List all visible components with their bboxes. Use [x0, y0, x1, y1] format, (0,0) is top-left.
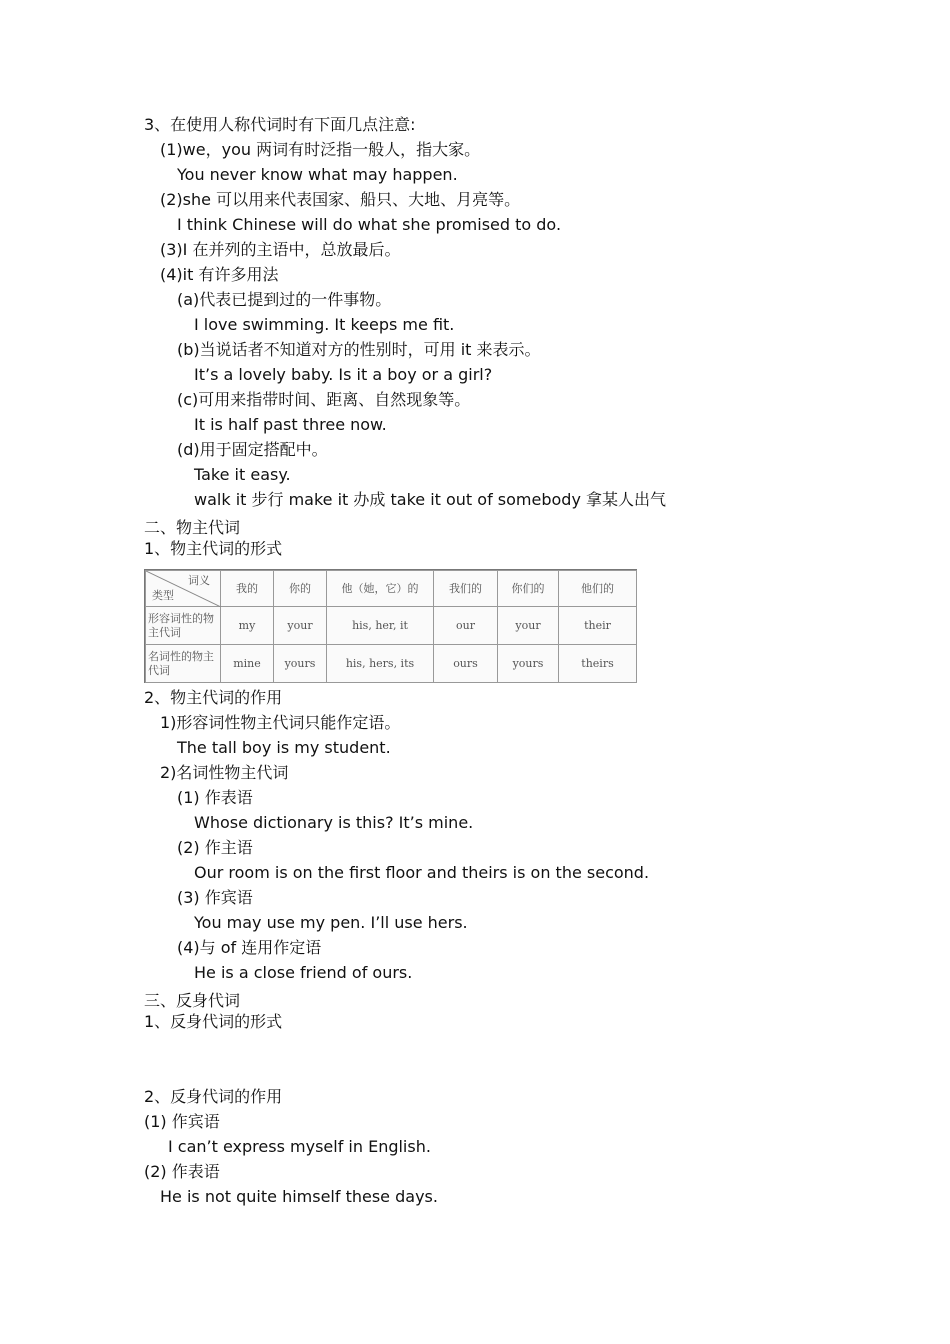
table-corner-cell: [146, 571, 221, 607]
text-line: The tall boy is my student.: [177, 738, 391, 757]
table-cell: theirs: [559, 645, 637, 683]
text-line: Whose dictionary is this? It’s mine.: [194, 813, 474, 832]
text-line: (c)可用来指带时间、距离、自然现象等。: [177, 390, 471, 409]
table-header-cell: 你们的: [498, 571, 559, 607]
table-header-cell: 他（她，它）的: [327, 571, 434, 607]
text-line: (b)当说话者不知道对方的性别时，可用 it 来表示。: [177, 340, 541, 359]
text-line: 1)形容词性物主代词只能作定语。: [160, 713, 401, 732]
text-line: It is half past three now.: [194, 415, 387, 434]
text-line: 三、反身代词: [144, 991, 241, 1010]
possessive-pronoun-table: [144, 569, 637, 683]
text-line: (d)用于固定搭配中。: [177, 440, 328, 459]
text-line: 二、物主代词: [144, 518, 241, 537]
table-header-row: [146, 571, 637, 607]
text-line: He is not quite himself these days.: [160, 1187, 438, 1206]
table-cell: our: [434, 607, 498, 645]
text-line: I think Chinese will do what she promised to do.: [177, 215, 562, 234]
table-header-cell: 他们的: [559, 571, 637, 607]
text-line: It’s a lovely baby. Is it a boy or a girl?: [194, 365, 493, 384]
text-line: 2、反身代词的作用: [144, 1087, 283, 1106]
table-cell: mine: [221, 645, 274, 683]
table-cell: your: [274, 607, 327, 645]
text-line: (a)代表已提到过的一件事物。: [177, 290, 392, 309]
text-line: 1、反身代词的形式: [144, 1012, 283, 1031]
text-line: (2) 作表语: [144, 1162, 220, 1181]
table-row: [146, 645, 637, 683]
text-line: He is a close friend of ours.: [194, 963, 413, 982]
table-cell: his, hers, its: [327, 645, 434, 683]
table-header-cell: 我们的: [434, 571, 498, 607]
corner-bottom-label: 类型: [152, 589, 174, 602]
table-cell: ours: [434, 645, 498, 683]
text-line: (1)we，you 两词有时泛指一般人，指大家。: [160, 140, 481, 159]
text-line: (2)she 可以用来代表国家、船只、大地、月亮等。: [160, 190, 521, 209]
text-line: (4)与 of 连用作定语: [177, 938, 322, 957]
text-line: (4)it 有许多用法: [160, 265, 279, 284]
text-line: I love swimming. It keeps me fit.: [194, 315, 455, 334]
text-line: (1) 作表语: [177, 788, 253, 807]
text-line: (3)I 在并列的主语中，总放最后。: [160, 240, 401, 259]
table-cell: your: [498, 607, 559, 645]
text-line: 2、物主代词的作用: [144, 688, 283, 707]
row-label: 名词性的物主代词: [146, 645, 221, 683]
table-cell: yours: [498, 645, 559, 683]
table-header-cell: 你的: [274, 571, 327, 607]
text-line: (3) 作宾语: [177, 888, 253, 907]
table-cell: his, her, it: [327, 607, 434, 645]
text-line: 2)名词性物主代词: [160, 763, 289, 782]
table-header-cell: 我的: [221, 571, 274, 607]
text-line: You never know what may happen.: [177, 165, 458, 184]
text-line: You may use my pen. I’ll use hers.: [194, 913, 468, 932]
text-line: 3、在使用人称代词时有下面几点注意:: [144, 115, 416, 134]
table-cell: their: [559, 607, 637, 645]
row-label: 形容词性的物主代词: [146, 607, 221, 645]
text-line: Our room is on the first floor and theirs is on the second.: [194, 863, 650, 882]
table-row: [146, 607, 637, 645]
table-cell: my: [221, 607, 274, 645]
text-line: Take it easy.: [194, 465, 291, 484]
table-cell: yours: [274, 645, 327, 683]
text-line: (2) 作主语: [177, 838, 253, 857]
text-line: 1、物主代词的形式: [144, 539, 283, 558]
text-line: walk it 步行 make it 办成 take it out of somebody 拿某人出气: [194, 490, 667, 509]
text-line: (1) 作宾语: [144, 1112, 220, 1131]
text-line: I can’t express myself in English.: [168, 1137, 431, 1156]
corner-top-label: 词义: [188, 574, 210, 587]
